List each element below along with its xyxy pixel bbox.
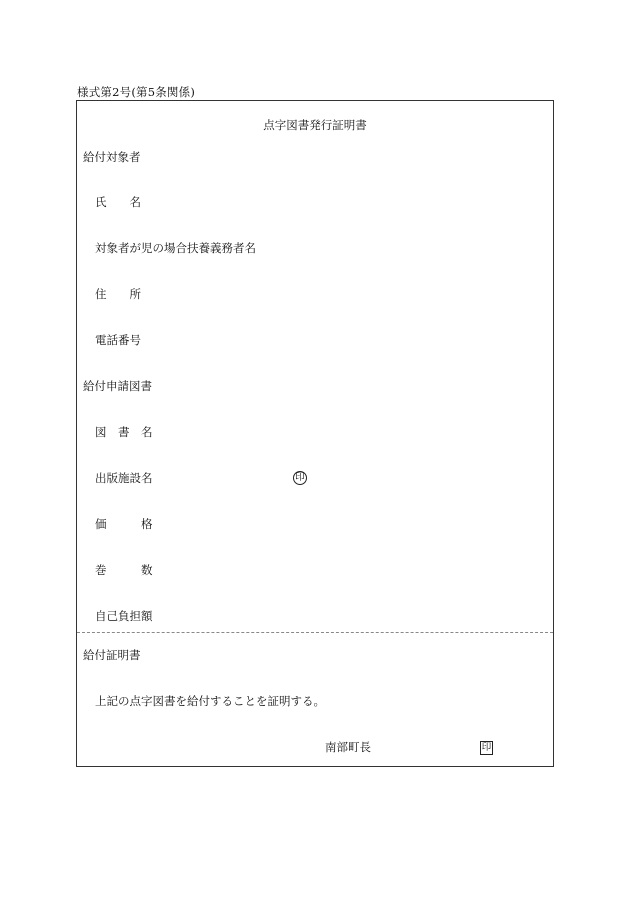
application-section-heading: 給付申請図書 [83, 379, 152, 393]
certificate-form [76, 100, 554, 767]
book-name-field-label: 図 書 名 [95, 425, 153, 439]
volumes-field-label: 巻 数 [95, 563, 153, 577]
certification-statement: 上記の点字図書を給付することを証明する。 [95, 694, 325, 708]
address-field-label: 住 所 [95, 287, 141, 301]
phone-number-field-label: 電話番号 [95, 333, 141, 347]
issuer-title: 南部町長 [325, 740, 371, 754]
publisher-seal-mark: 印 [293, 471, 307, 485]
issuer-seal-mark: 印 [481, 742, 492, 754]
form-title: 点字図書発行証明書 [263, 118, 367, 132]
certificate-section-heading: 給付証明書 [83, 648, 141, 662]
name-field-label: 氏 名 [95, 195, 141, 209]
copay-amount-field-label: 自己負担額 [95, 609, 153, 623]
section-divider [77, 632, 553, 633]
price-field-label: 価 格 [95, 517, 153, 531]
publisher-field-label: 出版施設名 [95, 471, 153, 485]
form-number: 様式第2号(第5条関係) [77, 85, 196, 99]
recipient-section-heading: 給付対象者 [83, 150, 141, 164]
guardian-name-field-label: 対象者が児の場合扶養義務者名 [95, 241, 256, 255]
